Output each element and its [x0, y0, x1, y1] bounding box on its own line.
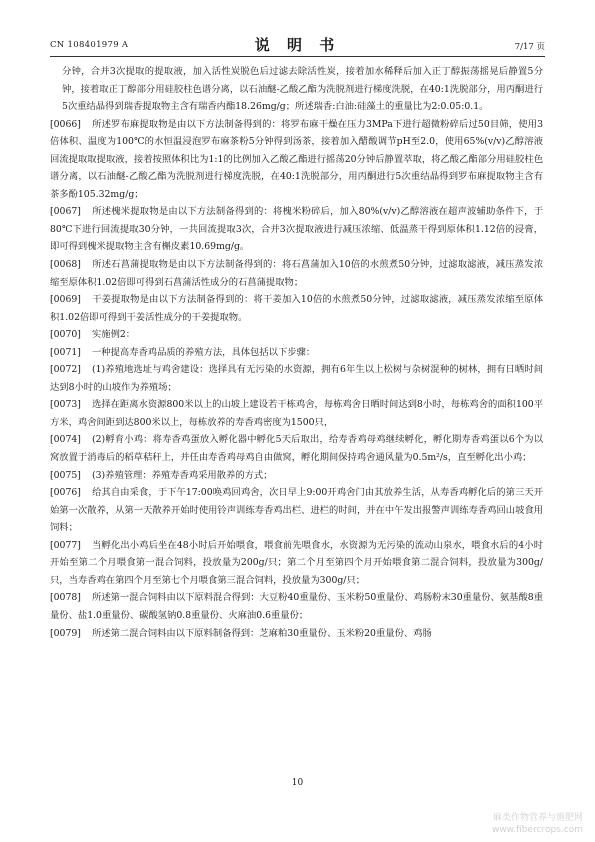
- paragraph: [50, 484, 543, 537]
- paragraph-text: 一种提高寿香鸡品质的养殖方法，具体包括以下步骤：: [92, 346, 316, 358]
- paragraph: [50, 431, 543, 466]
- paragraph-number: [0070]: [50, 329, 81, 341]
- watermark-site-name: 麻类作物营养与施肥网: [492, 813, 583, 823]
- paragraph-number: [0077]: [50, 539, 81, 551]
- paragraph-text: (1)养殖地选址与鸡舍建设：选择具有无污染的水资源，拥有6年生以上松树与杂树混种的树林，拥有日晒时间达到8小时的山坡作为养殖场；: [50, 364, 543, 393]
- paragraph-number: [0068]: [50, 259, 81, 271]
- paragraph: [50, 256, 543, 291]
- patent-number: CN 108401979 A: [50, 40, 129, 50]
- document-title: 说 明 书: [254, 36, 341, 54]
- watermark: [492, 812, 583, 836]
- paragraph: [50, 326, 543, 344]
- paragraph-text: 所述第一混合饲料由以下原料混合得到：大豆粉40重量份、玉米粉50重量份、鸡肠粉末30重量份、氨基酸8重量份、盐1.0重量份、碳酸氢钠0.8重量份、火麻油0.6重量份；: [50, 592, 543, 621]
- page-header: [0, 0, 595, 62]
- paragraph-text: (3)养殖管理：养殖寿香鸡采用散养的方式；: [92, 469, 273, 481]
- paragraph: [50, 116, 543, 204]
- page-number: 10: [291, 778, 304, 788]
- paragraph-text: 给其自由采食，于下午17:00唤鸡回鸡舍，次日早上9:00开鸡舍门由其放养生活，从寿香鸡孵化后的第三天开始第一次散养，从第一天散养开始时使用铃声训练寿香鸡出栏、进栏的时间，并在中午发出报警声训练寿香鸡回山坡食用饲料；: [50, 487, 543, 534]
- paragraph-text: 所述罗布麻提取物是由以下方法制备得到的：将罗布麻干燥在压力3MPa下进行超微粉碎后过50目筛，使用3倍体积、温度为100℃的水恒温浸泡罗布麻茶粉5分钟得到汤茶，接着加入醋酸调节pH至2.0，使用65%(v/v)乙醇溶液回流提取取提取液，接着按照体积比为1:1的比例加入乙酸乙酯进行摇荡20分钟后静置萃取，将乙酸乙酯部分用硅胶柱色谱分离，以石油醚-乙酸乙酯为洗脱剂进行梯度洗脱，在40:1洗脱部分，用丙酮进行5次重结晶得到罗布麻提取物主含有茶多酚105.32mg/g；: [50, 118, 543, 200]
- paragraph: [50, 344, 543, 362]
- paragraph-number: [0073]: [50, 399, 81, 411]
- paragraph-number: [0071]: [50, 346, 81, 358]
- paragraph: [50, 589, 543, 624]
- paragraph-number: [0076]: [50, 487, 81, 499]
- paragraph-number: [0079]: [50, 627, 81, 639]
- paragraph: [50, 361, 543, 396]
- paragraph: [62, 63, 543, 116]
- paragraph-number: [0075]: [50, 469, 81, 481]
- paragraph-number: [0066]: [50, 118, 81, 130]
- paragraph-number: [0078]: [50, 592, 81, 604]
- paragraph-text: 干姜提取物是由以下方法制备得到的：将干姜加入10倍的水煎煮50分钟，过滤取滤液，减压蒸发浓缩至原体积1.02倍即可得到干姜活性成分的干姜提取物。: [50, 294, 543, 323]
- paragraph: [50, 396, 543, 431]
- header-divider: [50, 56, 545, 57]
- paragraph: [50, 625, 543, 643]
- page-indicator: 7/17 页: [514, 42, 545, 52]
- document-body: [50, 63, 543, 642]
- paragraph-number: [0072]: [50, 364, 81, 376]
- paragraph-number: [0067]: [50, 206, 81, 218]
- paragraph: [50, 203, 543, 256]
- paragraph-text: 所述第二混合饲料由以下原料制备得到：芝麻粕30重量份、玉米粉20重量份、鸡肠: [92, 627, 432, 639]
- paragraph-text: 选择在距离水资源800米以上的山坡上建设若干栋鸡舍，每栋鸡舍日晒时间达到8小时，每栋鸡舍的面积100平方米，鸡舍间距到达800米以上，每栋放养的寿香鸡密度为1500只，: [50, 399, 543, 428]
- paragraph-text: 所述槐米提取物是由以下方法制备得到的：将槐米粉碎后，加入80%(v/v)乙醇溶液在超声波辅助条件下，于80℃下进行回流提取30分钟，一共回流提取3次，合并3次提取液进行减压浓缩、低温蒸干得到原体积1.12倍的浸膏，即可得到槐米提取物主含有槲皮素10.69mg/g。: [50, 206, 543, 253]
- paragraph-number: [0074]: [50, 434, 81, 446]
- watermark-url: www.fibercrops.com: [492, 825, 583, 835]
- paragraph: [50, 467, 543, 485]
- paragraph-text: 当孵化出小鸡后坐在48小时后开始喂食，喂食前先喂食水，水资源为无污染的流动山泉水，喂食水后的4小时开始至第二个月喂食第一混合饲料，投放量为200g/只；第二个月至第四个月开始喂食第二混合饲料，投放量为300g/只，当寿香鸡在第四个月至第七个月喂食第三混合饲料，投放量为300g/只；: [50, 539, 543, 586]
- paragraph-text: (2)孵育小鸡：将寿香鸡蛋放入孵化器中孵化5天后取出，给寿香鸡母鸡继续孵化，孵化期寿香鸡蛋以6个为以窝放置于消毒后的稻草秸秆上，并任由寿香鸡母鸡自由做窝，孵化期间保持鸡舍通风量为0.5m²/s，直至孵化出小鸡；: [50, 434, 543, 464]
- paragraph: [50, 291, 543, 326]
- paragraph-text: 分钟，合并3次提取的提取液，加入活性炭脱色后过滤去除活性炭，接着加水稀释后加入正丁醇振荡摇晃后静置5分钟，接着取正丁醇部分用硅胶柱色谱分离，以石油醚-乙酸乙酯为洗脱剂进行梯度洗脱，在40:1洗脱部分，用丙酮进行5次重结晶得到瑞香提取物主含有瑞香内酯18.26mg/g；所述瑞香:白油:硅藻土的重量比为2:0.05:0.1。: [62, 66, 543, 113]
- paragraph: [50, 537, 543, 590]
- paragraph-text: 所述石菖蒲提取物是由以下方法制备得到的：将石菖蒲加入10倍的水煎煮50分钟，过滤取滤液，减压蒸发浓缩至原体积1.02倍即可得到石菖蒲活性成分的石菖蒲提取物；: [50, 259, 543, 288]
- paragraph-text: 实施例2：: [92, 329, 136, 341]
- paragraph-number: [0069]: [50, 294, 81, 306]
